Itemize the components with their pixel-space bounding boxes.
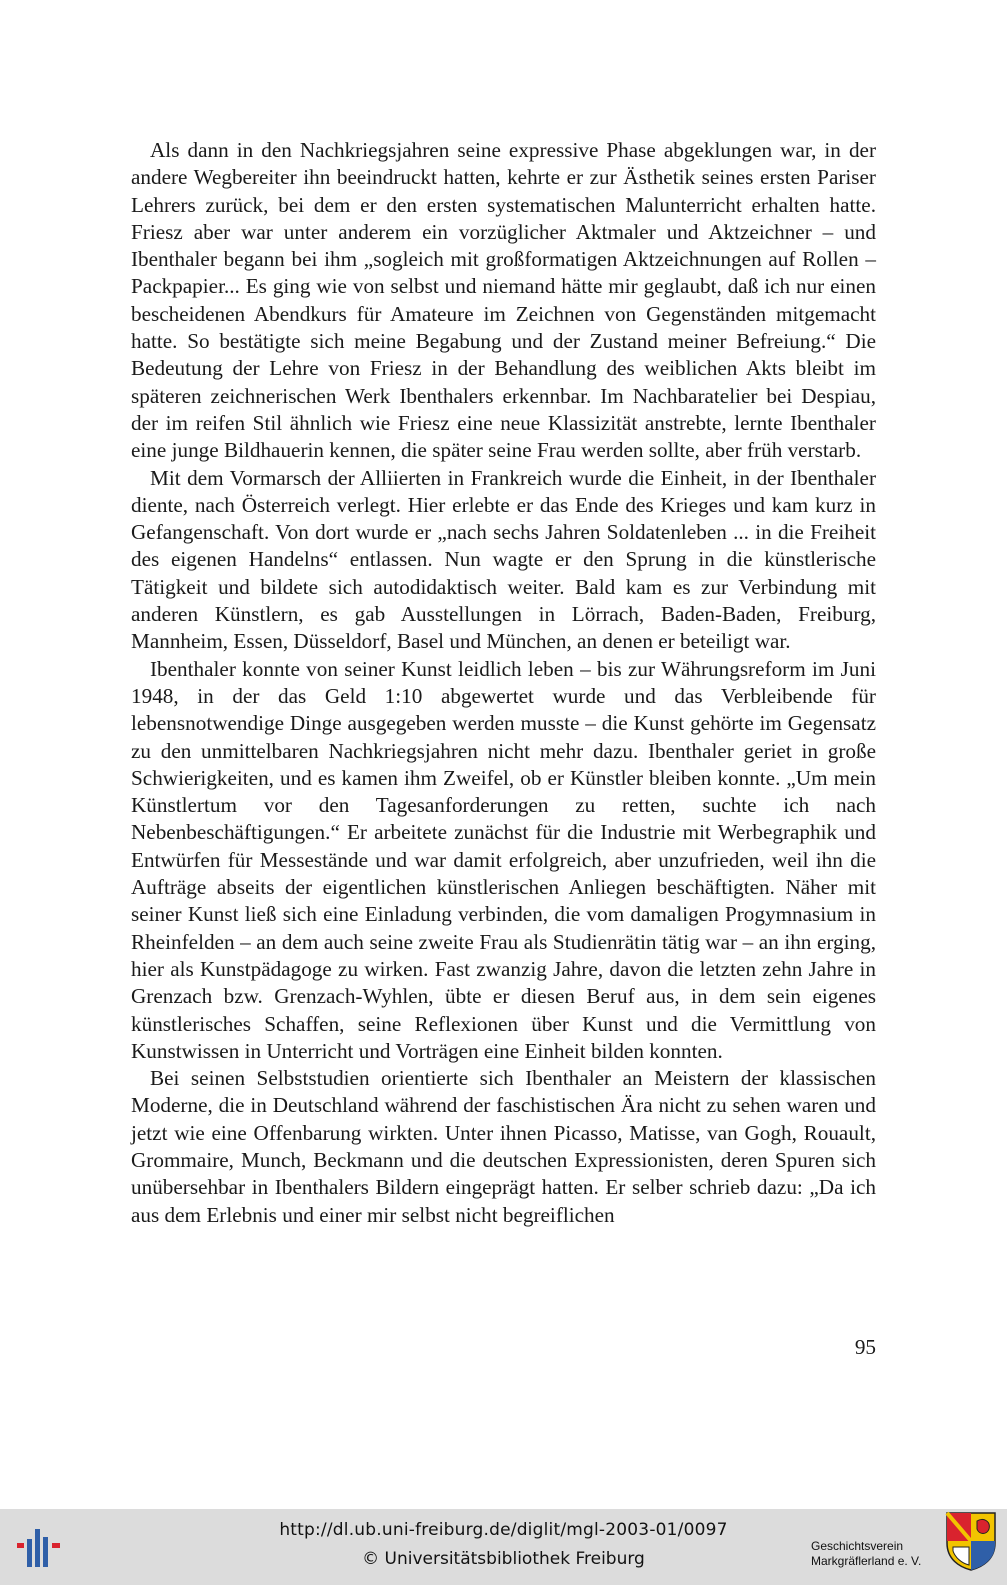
- body-text: [131, 137, 876, 1229]
- paragraph: Mit dem Vormarsch der Alliierten in Frankreich wurde die Einheit, in der Ibenthaler diente, nach Österreich verlegt. Hier erlebte er das Ende des Krieges und kam kurz in Gefangenschaft. Von dort wurde er „nach sechs Jahren Soldatenleben ... in die Freiheit des eigenen Handelns“ entlassen. Nun wagte er den Sprung in die künstlerische Tätigkeit und bildete sich autodidaktisch weiter. Bald kam es zur Verbindung mit anderen Künstlern, es gab Ausstellungen in Lörrach, Baden-Baden, Freiburg, Mannheim, Essen, Düsseldorf, Basel und München, an denen er beteiligt war.: [131, 465, 876, 654]
- page-number: 95: [854, 1335, 876, 1359]
- society-name-line1: Geschichtsverein: [811, 1539, 904, 1553]
- paragraph: Ibenthaler konnte von seiner Kunst leidlich leben – bis zur Währungsreform im Juni 1948, in der das Geld 1:10 abgewertet wurde und das Verbleibende für lebensnotwendige Dinge ausgegeben werden musste – die Kunst gehörte im Gegensatz zu den unmittelbaren Nachkriegsjahren nicht mehr dazu. Ibenthaler geriet in große Schwierigkeiten, und es kamen ihm Zweifel, ob er Künstler bleiben konnte. „Um mein Künstlertum vor den Tagesanforderungen zu retten, suchte ich nach Nebenbeschäftigungen.“ Er arbeitete zunächst für die Industrie mit Werbegraphik und Entwürfen für Messestände und war damit erfolgreich, aber unzufrieden, weil ihn die Aufträge abseits der eigentlichen künstlerischen Anliegen beschäftigten. Näher mit seiner Kunst ließ sich eine Einladung verbinden, die vom damaligen Progymnasium in Rheinfelden – an dem auch seine zweite Frau als Studienrätin tätig war – an ihn erging, hier als Kunstpädagoge zu wirken. Fast zwanzig Jahre, davon die letzten zehn Jahre in Grenzach bzw. Grenzach-Wyhlen, übte er diesen Beruf aus, in dem sein eigenes künstlerisches Schaffen, seine Reflexionen über Kunst und die Vermittlung von Kunstwissen in Unterricht und Vorträgen eine Einheit bilden konnten.: [131, 656, 876, 1063]
- coat-of-arms-icon: [945, 1511, 997, 1571]
- footer-bar: [0, 1509, 1007, 1585]
- footer-copyright: © Universitätsbibliothek Freiburg: [362, 1549, 645, 1569]
- paragraph: Als dann in den Nachkriegsjahren seine expressive Phase abgeklungen war, in der andere Wegbereiter ihn beeindruckt hatten, kehrte er zur Ästhetik seines ersten Pariser Lehrers zurück, bei dem er den ersten systematischen Malunterricht erhalten hatte. Friesz aber war unter anderem ein vorzüglicher Aktmaler und Aktzeichner – und Ibenthaler begann bei ihm „sogleich mit großformatigen Aktzeichnungen auf Rollen – Packpapier... Es ging wie von selbst und niemand hätte mir geglaubt, daß ich nur einen bescheidenen Abendkurs für Amateure im Zeichnen von Gegenständen mitgemacht hatte. So bestätigte sich meine Begabung und der Zustand meiner Befreiung.“ Die Bedeutung der Lehre von Friesz in der Behandlung des weiblichen Akts bleibt im späteren zeichnerischen Werk Ibenthalers erkennbar. Im Nachbaratelier bei Despiau, der im reifen Stil ähnlich wie Friesz eine neue Klassizität anstrebte, lernte Ibenthaler eine junge Bildhauerin kennen, die später seine Frau werden sollte, aber früh verstarb.: [131, 138, 876, 463]
- paragraph: Bei seinen Selbststudien orientierte sich Ibenthaler an Meistern der klassischen Moderne, die in Deutschland während der faschistischen Ära nicht zu sehen waren und jetzt wie eine Offenbarung wirkten. Unter ihnen Picasso, Matisse, van Gogh, Rouault, Grommaire, Munch, Beckmann und die deutschen Expressionisten, deren Spuren sich unübersehbar in Ibenthalers Bildern eingeprägt hatten. Er selber schrieb dazu: „Da ich aus dem Erlebnis und einer mir selbst nicht begreiflichen: [131, 1066, 876, 1227]
- footer-url-link[interactable]: http://dl.ub.uni-freiburg.de/diglit/mgl-2003-01/0097: [279, 1520, 728, 1540]
- society-name: [811, 1539, 921, 1569]
- society-name-line2: Markgräflerland e. V.: [811, 1554, 922, 1568]
